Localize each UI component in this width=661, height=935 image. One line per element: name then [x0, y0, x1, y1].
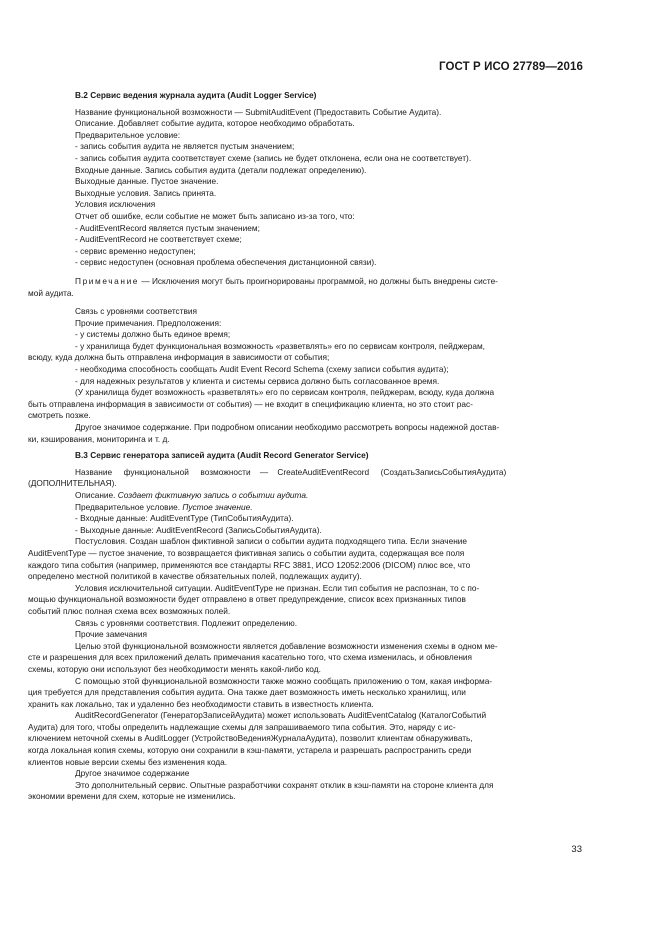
b2-line: Предварительное условие:	[75, 129, 181, 140]
b2-line: (У хранилища будет возможность «разветвлять» его по сервисам контроля, пейджерам, всюду, куда должна	[75, 387, 495, 398]
b3-line: мощью функциональной возможности будет отправлено в ответ предупреждение, список всех признанных типов	[28, 594, 466, 605]
b2-line: Входные данные. Запись события аудита (детали подлежат определению).	[75, 164, 367, 175]
note	[75, 276, 583, 288]
pre-label: Предварительное условие.	[75, 501, 183, 512]
b2-line: - сервис временно недоступен;	[75, 245, 196, 256]
b2-line: - необходима способность сообщать Audit Event Record Schema (схему записи события аудита);	[75, 364, 449, 375]
b2-line: Выходные условия. Запись принята.	[75, 187, 217, 198]
section-heading-b3: В.3 Сервис генератора записей аудита (Audit Record Generator Service)	[75, 450, 369, 461]
b3-line: экономии времени для схем, которые не изменились.	[28, 791, 236, 802]
b3-line: AuditEventType — пустое значение, то возвращается фиктивная запись о событии аудита, содержащая все поля	[28, 547, 465, 558]
b3-line: Прочие замечания	[75, 629, 147, 640]
b3-line: Аудита) для того, чтобы определить надлежащие схемы для запрашиваемого типа события. Это, наряду с ис-	[28, 721, 456, 732]
b2-line: Описание. Добавляет событие аудита, которое необходимо обработать.	[75, 118, 355, 129]
desc-text: Создает фиктивную запись о событии аудита.	[117, 490, 309, 500]
b3-line: Название функциональной возможности — CreateAuditEventRecord (СоздатьЗаписьСобытияАудита)	[75, 466, 507, 477]
b2-line: - для надежных результатов у клиента и системы сервиса должно быть согласованное время.	[75, 375, 440, 386]
b3-line: ция требуется для представления события аудита. Она также дает возможность иметь несколько хранилищ, или	[28, 687, 466, 698]
b3-line: сте и разрешения для всех приложений делать примечания касательно того, что схема изменилась, и обновления	[28, 652, 473, 663]
page-number: 33	[571, 844, 582, 855]
b3-line: Связь с уровнями соответствия. Подлежит определению.	[75, 617, 298, 628]
b2-line: - запись события аудита не является пустым значением;	[75, 141, 295, 152]
b3-line: Другое значимое содержание	[75, 768, 190, 779]
b3-line: когда локальная копия схемы, которую они сохранили в кэш-памяти, устарела и разрешать распространить среди	[28, 745, 472, 756]
b3-desc	[75, 490, 583, 502]
b3-line: ключением неточной схемы в AuditLogger (УстройствоВеденияЖурналаАудита), позволит клиентам обнаруживать,	[28, 733, 473, 744]
b3-line: хранить как локально, так и удаленно без необходимости ставить в известность клиента.	[28, 698, 374, 709]
b2-line: Отчет об ошибке, если событие не может быть записано из-за того, что:	[75, 210, 355, 221]
note-label: Примечание	[75, 275, 140, 286]
b2-line: - запись события аудита соответствует схеме (запись не будет отклонена, если она не соответствует).	[75, 152, 472, 163]
b2-line: - у хранилища будет функциональная возможность «разветвлять» его по сервисам контроля, пейджерам,	[75, 340, 485, 351]
desc-label: Описание.	[75, 490, 118, 500]
b2-line: - AuditEventRecord не соответствует схеме;	[75, 234, 242, 245]
b2-line: быть отправлена информация в зависимости от события) — не входит в спецификацию клиента, но это стоит рас-	[28, 398, 473, 409]
b2-line: ки, кэширования, мониторинга и т. д.	[28, 433, 170, 444]
b2-line: - AuditEventRecord является пустым значением;	[75, 222, 260, 233]
b3-line: Это дополнительный сервис. Опытные разработчики сохранят отклик в кэш-памяти на стороне клиента для	[75, 779, 494, 790]
b3-line: определено местной политикой в качестве обязательных полей, подлежащих аудиту).	[28, 571, 362, 582]
page-body	[28, 90, 583, 803]
pre-text: Пустое значение.	[182, 501, 253, 512]
b2-line: - у системы должно быть единое время;	[75, 329, 231, 340]
b3-line: Целью этой функциональной возможности является добавление возможности изменения схемы в одном ме-	[75, 640, 498, 651]
section-heading-b2: В.2 Сервис ведения журнала аудита (Audit Logger Service)	[75, 90, 317, 100]
b3-line: - Выходные данные: AuditEventRecord (ЗаписьСобытияАудита).	[75, 524, 322, 535]
b3-line: AuditRecordGenerator (ГенераторЗаписейАудита) может использовать AuditEventCatalog (КаталогСобытий	[75, 710, 487, 721]
b3-line: (ДОПОЛНИТЕЛЬНАЯ).	[28, 478, 117, 489]
b3-pre	[75, 502, 583, 514]
b3-line: схемы, которую они используют без необходимости менять какой-либо код.	[28, 663, 321, 674]
b2-line: Условия исключения	[75, 199, 156, 210]
b2-line: смотреть позже.	[28, 410, 91, 421]
b2-line: Выходные данные. Пустое значение.	[75, 176, 219, 187]
b3-line: Условия исключительной ситуации. AuditEventType не признан. Если тип события не распознан, то с по-	[75, 582, 480, 593]
note-text: — Исключения могут быть проигнорированы программой, но должны быть внедрены систе-	[139, 275, 498, 286]
b2-line: Другое значимое содержание. При подробном описании необходимо рассмотреть вопросы надежной достав-	[75, 422, 500, 433]
note-cont: мой аудита.	[28, 287, 74, 298]
b3-line: клиентов новые версии схемы без изменения кода.	[28, 756, 228, 767]
b2-line: Название функциональной возможности — SubmitAuditEvent (Предоставить Событие Аудита).	[75, 106, 442, 117]
b3-line: Постусловия. Создан шаблон фиктивной записи о событии аудита подходящего типа. Если значение	[75, 536, 468, 547]
b2-line: - сервис недоступен (основная проблема обеспечения дистанционной связи).	[75, 257, 377, 268]
document-id: ГОСТ Р ИСО 27789—2016	[438, 61, 583, 73]
b3-line: событий плюс полная схема всех возможных полей.	[28, 605, 231, 616]
b2-line: Связь с уровнями соответствия	[75, 306, 198, 317]
b3-line: - Входные данные: AuditEventType (ТипСобытияАудита).	[75, 513, 294, 524]
b2-line: Прочие примечания. Предположения:	[75, 317, 222, 328]
b3-line: С помощью этой функциональной возможности также можно сообщать приложению о том, какая информа-	[75, 675, 493, 686]
b2-line: всюду, куда должна быть отправлена информация в зависимости от события;	[28, 352, 330, 363]
b3-line: каждого типа события (например, применяются все стандарты RFC 3881, ИСО 12052:2006 (DICOM) плюс все, что	[28, 559, 471, 570]
